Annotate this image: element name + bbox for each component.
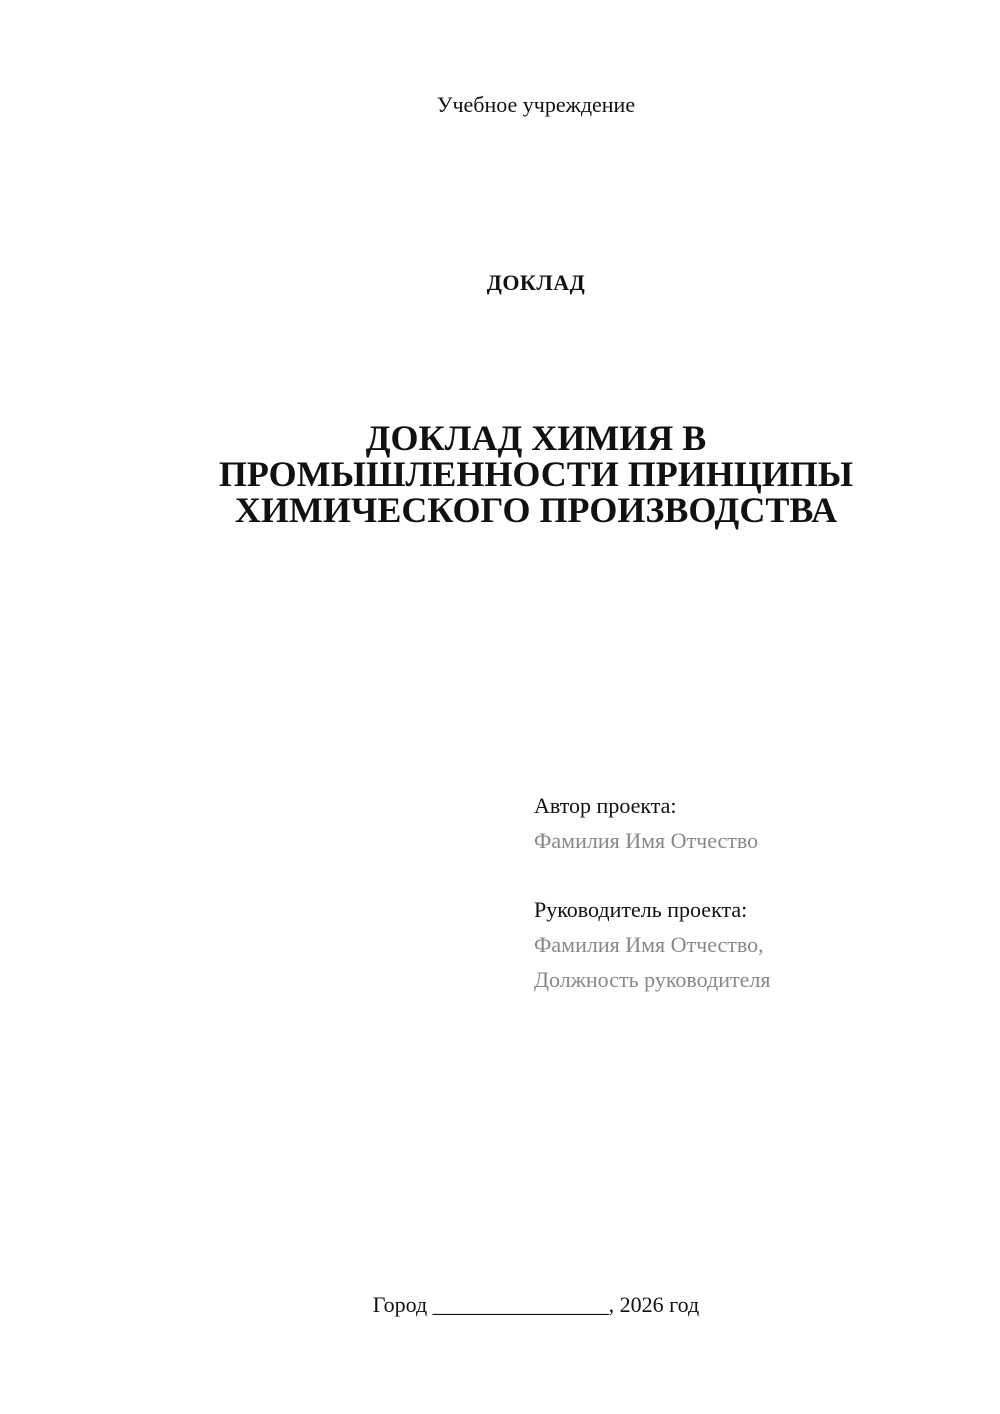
document-type: ДОКЛАД (486, 270, 586, 295)
credits-spacer (534, 858, 974, 892)
author-name: Фамилия Имя Отчество (534, 828, 759, 853)
document-title-line: ПРОМЫШЛЕННОСТИ ПРИНЦИПЫ (218, 454, 854, 494)
document-title-line: ХИМИЧЕСКОГО ПРОИЗВОДСТВА (234, 490, 838, 530)
supervisor-label: Руководитель проекта: (534, 897, 748, 922)
institution-name: Учебное учреждение (436, 92, 636, 117)
supervisor-name: Фамилия Имя Отчество, (534, 932, 764, 957)
project-credits (534, 788, 974, 997)
supervisor-position: Должность руководителя (534, 967, 771, 992)
author-label: Автор проекта: (534, 793, 677, 818)
document-title-line: ДОКЛАД ХИМИЯ В (365, 418, 707, 458)
city-year-line: Город ________________, 2026 год (372, 1292, 700, 1317)
document-title (160, 420, 912, 528)
